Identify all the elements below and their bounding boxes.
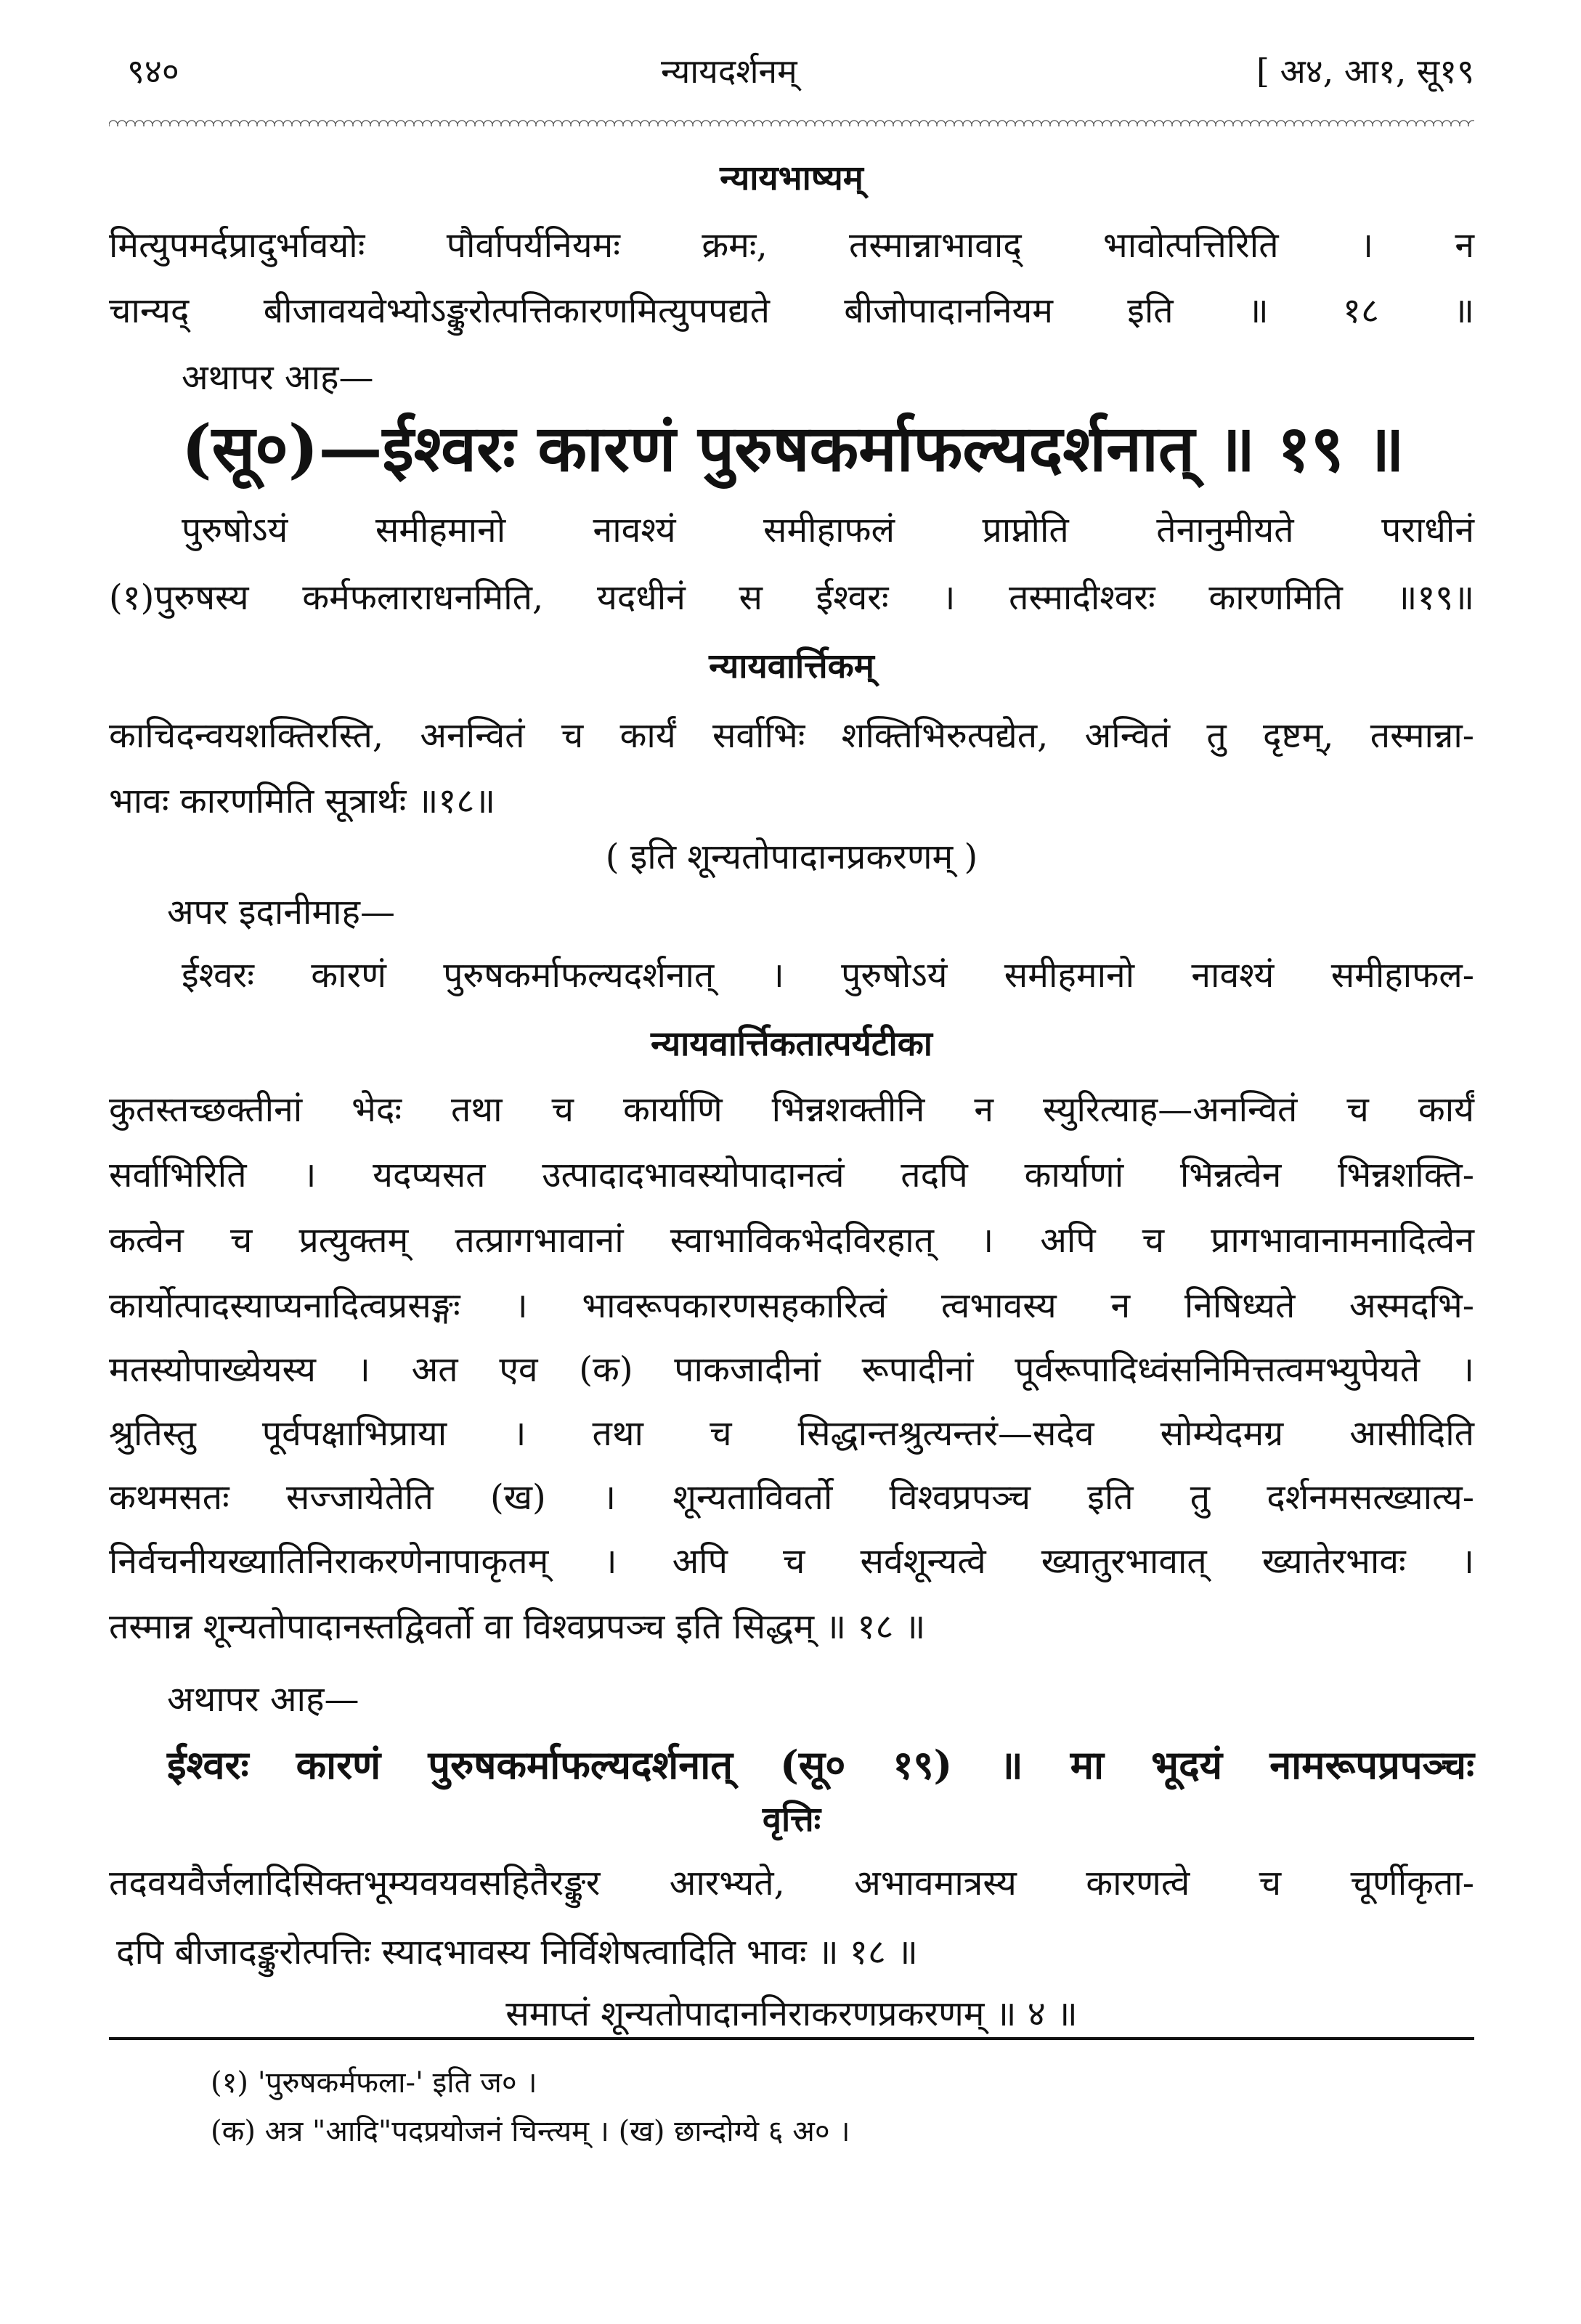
header-wavy-rule xyxy=(109,115,1474,126)
tika-line-6: श्रुतिस्तु पूर्वपक्षाभिप्राया । तथा च सिद्धान्तश्रुत्यन्तरं—सदेव सोम्येदमग्र आसीदिति xyxy=(109,1413,1474,1454)
tika-line-2: सर्वाभिरिति । यदप्यसत उत्पादादभावस्योपादानत्वं तदपि कार्याणां भिन्नत्वेन भिन्नशक्ति- xyxy=(109,1155,1474,1195)
athapara-aha-2: अथापर आह— xyxy=(167,1679,359,1720)
sutra-commentary-line-1: पुरुषोऽयं समीहमानो नावश्यं समीहाफलं प्राप्नोति तेनानुमीयते पराधीनं xyxy=(182,510,1474,550)
chapter-reference: [ अ४, आ१, सू१९ xyxy=(1256,52,1474,91)
tika-line-4: कार्योत्पादस्याप्यनादित्वप्रसङ्गः । भावरूपकारणसहकारित्वं त्वभावस्य न निषिध्यते अस्मदभि- xyxy=(109,1285,1474,1326)
varttika-line-1: काचिदन्वयशक्तिरस्ति, अनन्वितं च कार्यं सर्वाभिः शक्तिभिरुत्पद्येत, अन्वितं तु दृष्टम्, तस्मान्ना- xyxy=(109,715,1474,756)
apara-idanim-aha: अपर इदानीमाह— xyxy=(167,892,396,933)
footnote-ka-kha: (क) अत्र "आदि"पदप्रयोजनं चिन्त्यम् । (ख) छान्दोग्ये ६ अ० । xyxy=(211,2115,850,2148)
page-header xyxy=(109,42,1474,107)
sutra-commentary-line-2: (१)पुरुषस्य कर्मफलाराधनमिति, यदधीनं स ईश्वरः । तस्मादीश्वरः कारणमिति ॥१९॥ xyxy=(109,577,1474,618)
page-number: ९४० xyxy=(127,52,179,91)
athapara-aha-1: अथापर आह— xyxy=(182,357,374,398)
heading-vritti: वृत्तिः xyxy=(762,1800,821,1840)
vritti-line-1: तदवयवैर्जलादिसिक्तभूम्यवयवसहितैरङ्कुर आरभ्यते, अभावमात्रस्य कारणत्वे च चूर्णीकृता- xyxy=(109,1863,1474,1904)
running-title: न्यायदर्शनम् xyxy=(661,52,797,91)
sutra-19: (सू०)—ईश्वरः कारणं पुरुषकर्माफल्यदर्शनात् ॥ १९ ॥ xyxy=(182,410,1405,486)
tika-line-9: तस्मान्न शून्यतोपादानस्तद्विवर्तो वा विश्वप्रपञ्च इति सिद्धम् ॥ १८ ॥ xyxy=(109,1606,926,1647)
tika-line-7: कथमसतः सज्जायेतेति (ख) । शून्यताविवर्तो विश्वप्रपञ्च इति तु दर्शनमसत्ख्यात्य- xyxy=(109,1477,1474,1518)
section-closing: समाप्तं शून्यतोपादाननिराकरणप्रकरणम् ॥ ४ ॥ xyxy=(505,1994,1078,2034)
heading-tatparya-tika: न्यायवार्त्तिकतात्पर्यटीका xyxy=(651,1024,932,1064)
tika-line-8: निर्वचनीयख्यातिनिराकरणेनापाकृतम् । अपि च सर्वशून्यत्वे ख्यातुरभावात् ख्यातेरभावः । xyxy=(109,1541,1474,1582)
section-end-marker: ( इति शून्यतोपादानप्रकरणम् ) xyxy=(605,837,978,877)
varttika-sutra-line: ईश्वरः कारणं पुरुषकर्माफल्यदर्शनात् । पुरुषोऽयं समीहमानो नावश्यं समीहाफल- xyxy=(182,955,1474,996)
vritti-sutra-line: ईश्वरः कारणं पुरुषकर्माफल्यदर्शनात् (सू० १९) ॥ मा भूदयं नामरूपप्रपञ्चः xyxy=(167,1742,1474,1788)
footnote-rule xyxy=(109,2037,1474,2040)
tika-line-5: मतस्योपाख्येयस्य । अत एव (क) पाकजादीनां रूपादीनां पूर्वरूपादिध्वंसनिमित्तत्वमभ्युपेयते । xyxy=(109,1349,1474,1390)
bhashya-line-1: मित्युपमर्दप्रादुर्भावयोः पौर्वापर्यनियमः क्रमः, तस्मान्नाभावाद् भावोत्पत्तिरिति । न xyxy=(109,225,1474,266)
tika-line-3: कत्वेन च प्रत्युक्तम् तत्प्रागभावानां स्वाभाविकभेदविरहात् । अपि च प्रागभावानामनादित्वेन xyxy=(109,1220,1474,1261)
bhashya-line-2: चान्यद् बीजावयवेभ्योऽङ्कुरोत्पत्तिकारणमित्युपपद्यते बीजोपादाननियम इति ॥ १८ ॥ xyxy=(109,290,1474,331)
heading-nyaya-bhashya: न्यायभाष्यम् xyxy=(720,158,863,198)
vritti-line-2: दपि बीजादङ्कुरोत्पत्तिः स्यादभावस्य निर्विशेषत्वादिति भावः ॥ १८ ॥ xyxy=(116,1932,918,1972)
footnote-1: (१) 'पुरुषकर्मफला-' इति ज० । xyxy=(211,2066,537,2100)
tika-line-1: कुतस्तच्छक्तीनां भेदः तथा च कार्याणि भिन्नशक्तीनि न स्युरित्याह—अनन्वितं च कार्यं xyxy=(109,1089,1474,1130)
heading-nyaya-varttika: न्यायवार्त्तिकम् xyxy=(709,646,874,686)
varttika-line-2: भावः कारणमिति सूत्रार्थः ॥१८॥ xyxy=(109,781,496,821)
